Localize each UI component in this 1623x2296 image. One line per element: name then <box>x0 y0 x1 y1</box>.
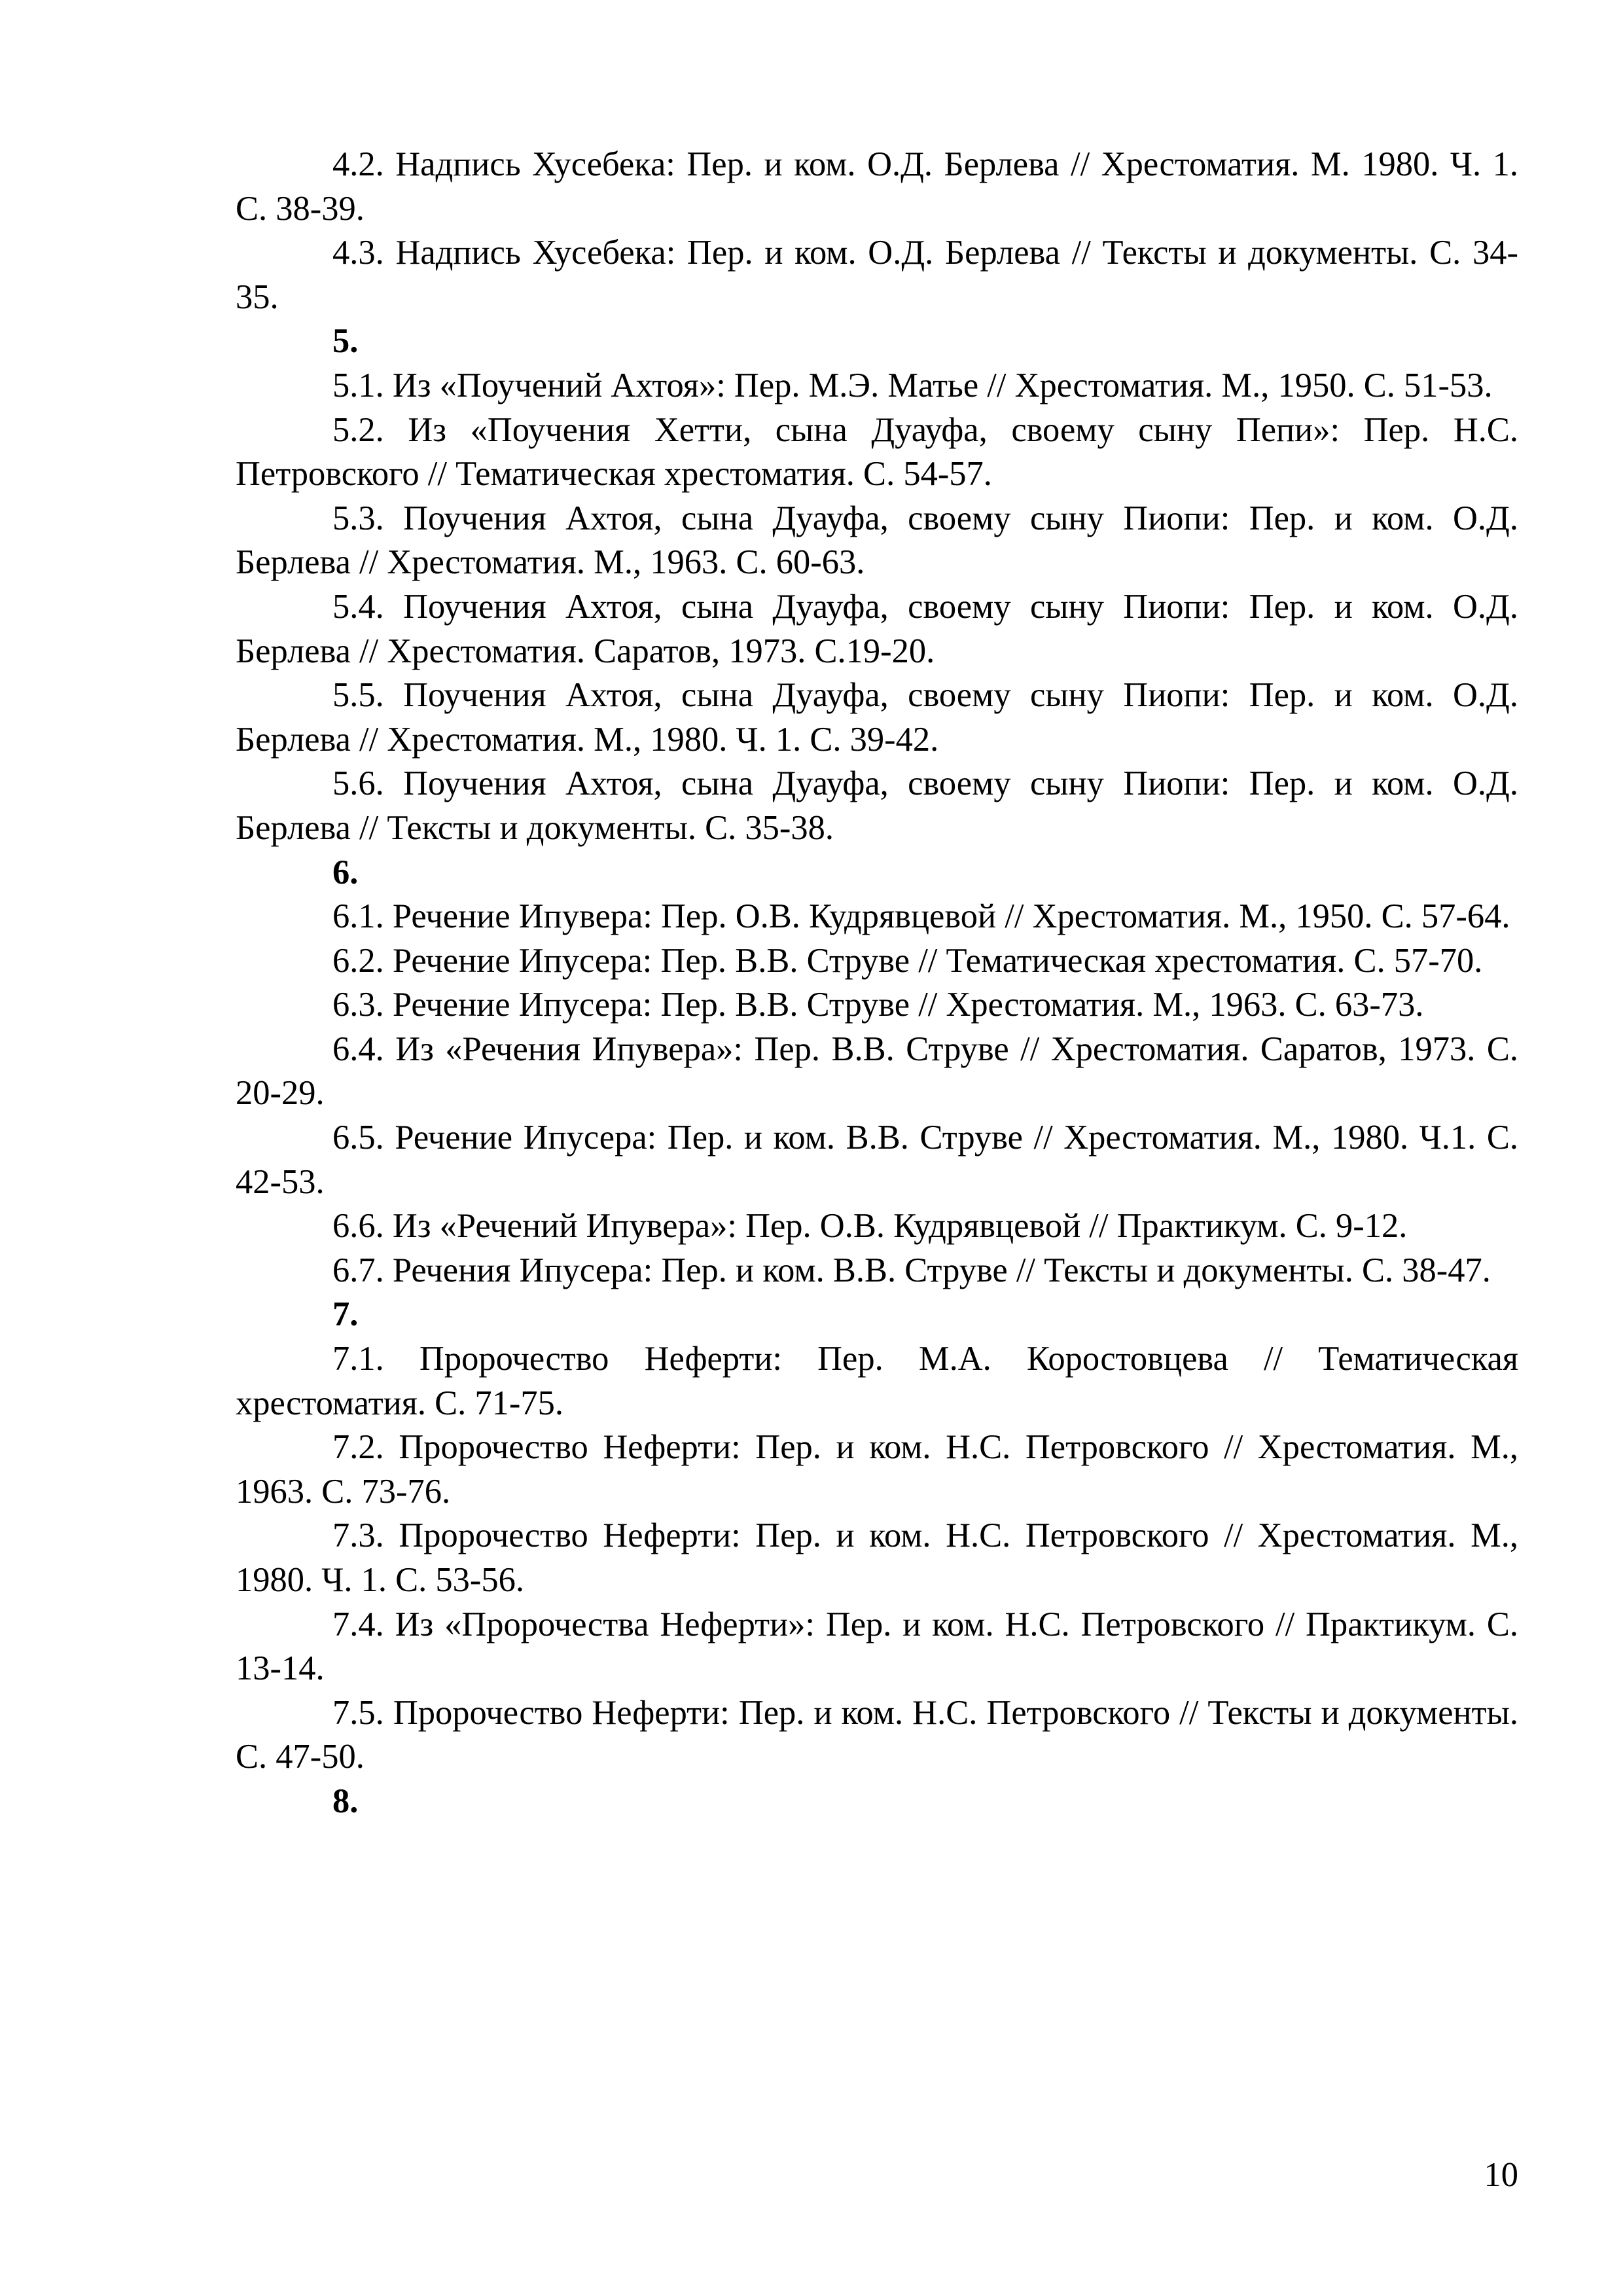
section-heading-8: 8. <box>332 1782 359 1820</box>
entry-5-3: 5.3. Поучения Ахтоя, сына Дуауфа, своему сыну Пиопи: Пер. и ком. О.Д. Берлева // Хрестоматия. М., 1963. С. 60-63. <box>236 499 1518 582</box>
entry-7-2: 7.2. Пророчество Неферти: Пер. и ком. Н.С. Петровского // Хрестоматия. М., 1963. С. 73-76. <box>236 1428 1518 1511</box>
entry-6-2: 6.2. Речение Ипусера: Пер. В.В. Струве // Тематическая хрестоматия. С. 57-70. <box>332 941 1483 980</box>
entry-6-1: 6.1. Речение Ипувера: Пер. О.В. Кудрявцевой // Хрестоматия. М., 1950. С. 57-64. <box>332 897 1510 936</box>
entry-7-3: 7.3. Пророчество Неферти: Пер. и ком. Н.С. Петровского // Хрестоматия. М., 1980. Ч. 1. С. 53-56. <box>236 1516 1518 1599</box>
entry-6-7: 6.7. Речения Ипусера: Пер. и ком. В.В. Струве // Тексты и документы. С. 38-47. <box>332 1251 1491 1289</box>
entry-4-2: 4.2. Надпись Хусебека: Пер. и ком. О.Д. Берлева // Хрестоматия. М. 1980. Ч. 1. С. 38-39. <box>236 145 1518 228</box>
entry-5-5: 5.5. Поучения Ахтоя, сына Дуауфа, своему сыну Пиопи: Пер. и ком. О.Д. Берлева // Хрестоматия. М., 1980. Ч. 1. С. 39-42. <box>236 676 1518 759</box>
bibliography-page <box>236 143 1518 1824</box>
entry-7-4: 7.4. Из «Пророчества Неферти»: Пер. и ком. Н.С. Петровского // Практикум. С. 13-14. <box>236 1605 1518 1688</box>
entry-7-1: 7.1. Пророчество Неферти: Пер. М.А. Коростовцева // Тематическая хрестоматия. С. 71-75. <box>236 1340 1518 1422</box>
entry-5-1: 5.1. Из «Поучений Ахтоя»: Пер. М.Э. Матье // Хрестоматия. М., 1950. С. 51-53. <box>332 366 1493 404</box>
entry-5-6: 5.6. Поучения Ахтоя, сына Дуауфа, своему сыну Пиопи: Пер. и ком. О.Д. Берлева // Тексты и документы. С. 35-38. <box>236 764 1518 847</box>
entry-6-5: 6.5. Речение Ипусера: Пер. и ком. В.В. Струве // Хрестоматия. М., 1980. Ч.1. С. 42-53. <box>236 1119 1518 1201</box>
entry-6-3: 6.3. Речение Ипусера: Пер. В.В. Струве // Хрестоматия. М., 1963. С. 63-73. <box>332 986 1424 1024</box>
entry-5-4: 5.4. Поучения Ахтоя, сына Дуауфа, своему сыну Пиопи: Пер. и ком. О.Д. Берлева // Хрестоматия. Саратов, 1973. С.19-20. <box>236 587 1518 670</box>
entry-6-6: 6.6. Из «Речений Ипувера»: Пер. О.В. Кудрявцевой // Практикум. С. 9-12. <box>332 1207 1408 1246</box>
section-heading-5: 5. <box>332 322 359 361</box>
section-heading-7: 7. <box>332 1295 359 1334</box>
entry-4-3: 4.3. Надпись Хусебека: Пер. и ком. О.Д. Берлева // Тексты и документы. С. 34-35. <box>236 234 1518 316</box>
page-number: 10 <box>1484 2156 1518 2194</box>
entry-7-5: 7.5. Пророчество Неферти: Пер. и ком. Н.С. Петровского // Тексты и документы. С. 47-50. <box>236 1693 1518 1776</box>
entry-6-4: 6.4. Из «Речения Ипувера»: Пер. В.В. Струве // Хрестоматия. Саратов, 1973. С. 20-29. <box>236 1030 1518 1113</box>
entry-5-2: 5.2. Из «Поучения Хетти, сына Дуауфа, своему сыну Пепи»: Пер. Н.С. Петровского // Тематическая хрестоматия. С. 54-57. <box>236 410 1518 493</box>
section-heading-6: 6. <box>332 853 359 891</box>
